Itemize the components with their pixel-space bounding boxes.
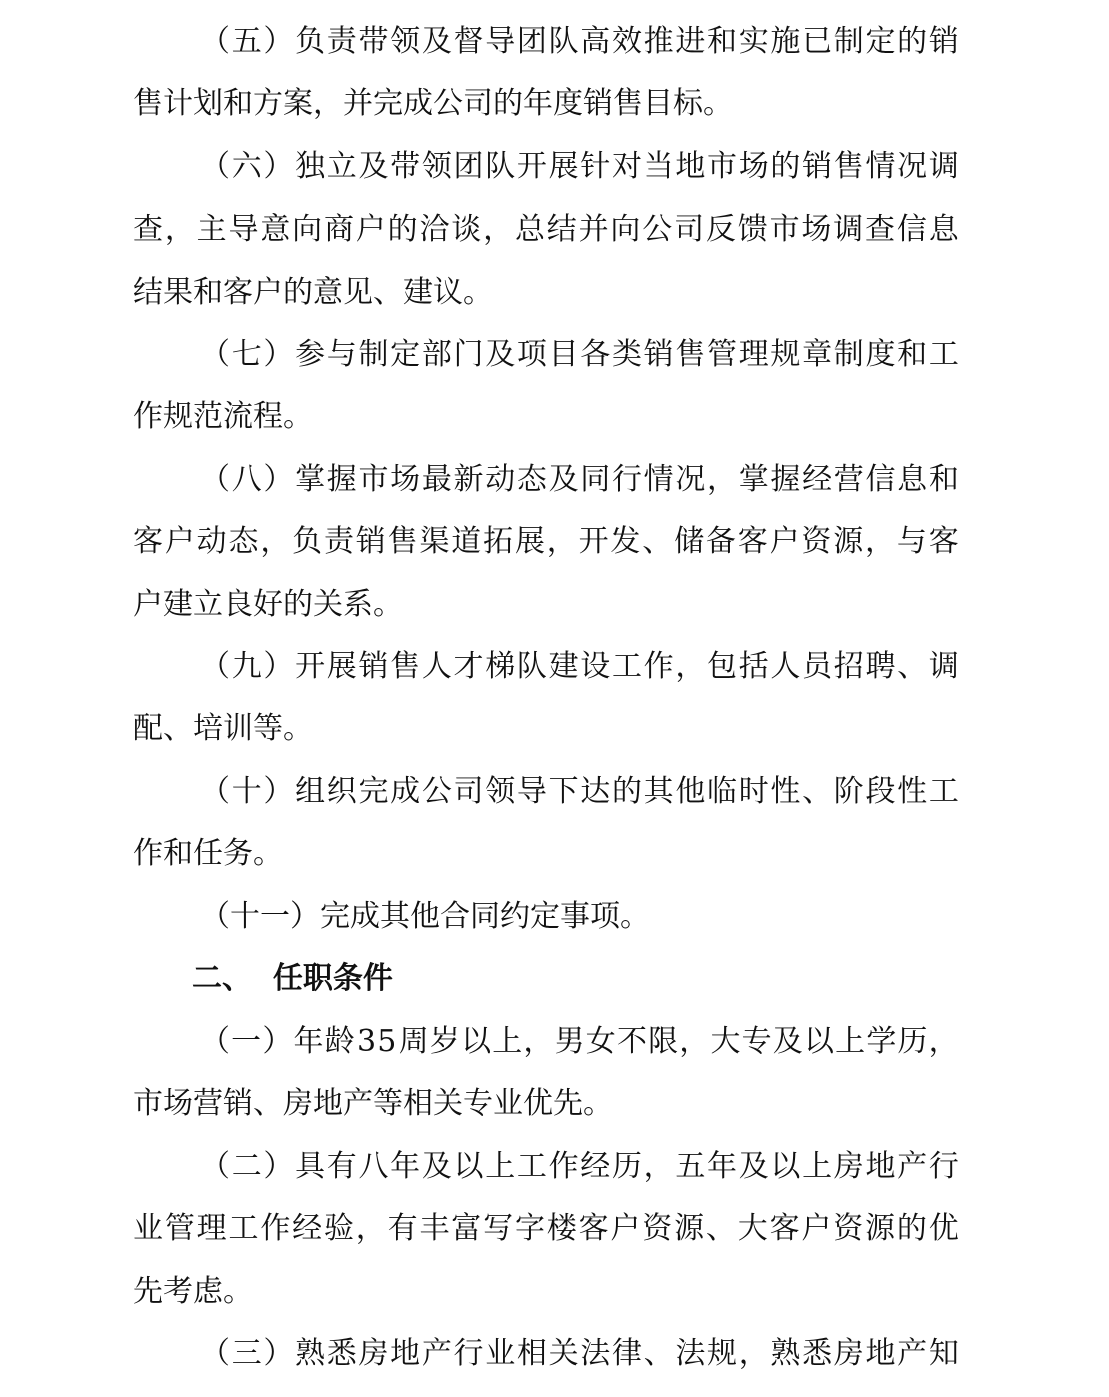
paragraph-9-line-2: 配、培训等。 [133, 711, 313, 746]
qualification-2-line-3: 先考虑。 [133, 1274, 253, 1309]
paragraph-6-line-1: （ 六 ） 独 立 及 带 领 团 队 开 展 针 对 当 地 市 场 的 销 售 情 况 调 [200, 149, 959, 184]
paragraph-7-line-2: 作规范流程。 [133, 399, 313, 434]
paragraph-5-line-1: （ 五 ） 负 责 带 领 及 督 导 团 队 高 效 推 进 和 实 施 已 制 定 的 销 [200, 24, 959, 59]
paragraph-9-line-1: （ 九 ） 开 展 销 售 人 才 梯 队 建 设 工 作 ， 包 括 人 员 招 聘 、 调 [200, 649, 959, 684]
qualification-1-line-1: （ 一 ） 年 龄 3 5 周 岁 以 上 ， 男 女 不 限 ， 大 专 及 以 上 学 历 ， [200, 1024, 959, 1059]
paragraph-11-line-1: （十一）完成其他合同约定事项。 [200, 899, 650, 934]
qualification-3-line-1: （ 三 ） 熟 悉 房 地 产 行 业 相 关 法 律 、 法 规 ， 熟 悉 房 地 产 知 [200, 1336, 959, 1371]
paragraph-6-line-2: 查 ， 主 导 意 向 商 户 的 洽 谈 ， 总 结 并 向 公 司 反 馈 市 场 调 查 信 息 [133, 212, 959, 247]
qualification-2-line-2: 业 管 理 工 作 经 验 ， 有 丰 富 写 字 楼 客 户 资 源 、 大 客 户 资 源 的 优 [133, 1211, 959, 1246]
qualification-1-line-2: 市场营销、房地产等相关专业优先。 [133, 1086, 613, 1121]
paragraph-10-line-2: 作和任务。 [133, 836, 283, 871]
paragraph-10-line-1: （ 十 ） 组 织 完 成 公 司 领 导 下 达 的 其 他 临 时 性 、 阶 段 性 工 [200, 774, 959, 809]
paragraph-7-line-1: （ 七 ） 参 与 制 定 部 门 及 项 目 各 类 销 售 管 理 规 章 制 度 和 工 [200, 337, 959, 372]
section-heading-qualifications: 二、 任职条件 [192, 961, 393, 996]
paragraph-8-line-2: 客 户 动 态 ， 负 责 销 售 渠 道 拓 展 ， 开 发 、 储 备 客 户 资 源 ， 与 客 [133, 524, 959, 559]
paragraph-6-line-3: 结果和客户的意见、建议。 [133, 275, 493, 310]
paragraph-5-line-2: 售计划和方案，并完成公司的年度销售目标。 [133, 86, 733, 121]
paragraph-8-line-1: （ 八 ） 掌 握 市 场 最 新 动 态 及 同 行 情 况 ， 掌 握 经 营 信 息 和 [200, 462, 959, 497]
paragraph-8-line-3: 户建立良好的关系。 [133, 587, 403, 622]
qualification-2-line-1: （ 二 ） 具 有 八 年 及 以 上 工 作 经 历 ， 五 年 及 以 上 房 地 产 行 [200, 1149, 959, 1184]
